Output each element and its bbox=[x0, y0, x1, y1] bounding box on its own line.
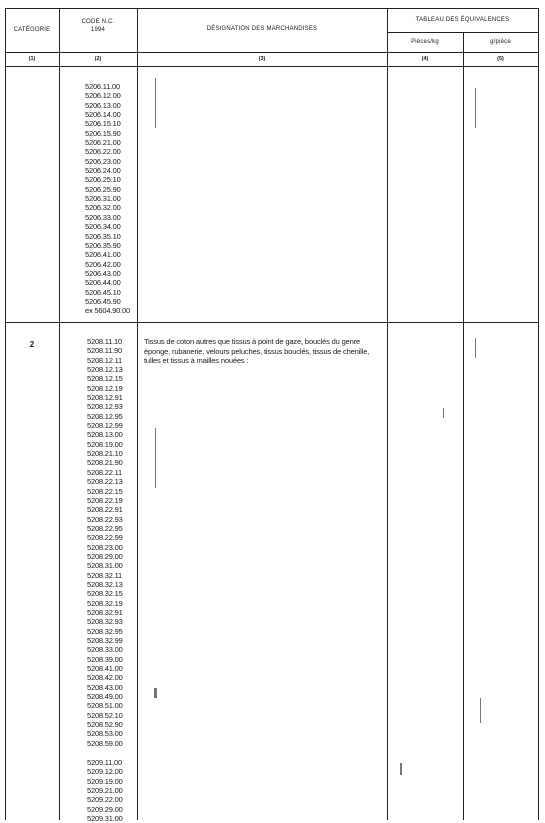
nc-code: 5208.22.91 bbox=[87, 505, 123, 515]
nc-code: 5208.22.13 bbox=[87, 477, 123, 487]
nc-code: 5206.23.00 bbox=[85, 156, 121, 166]
nc-code: 5208.12.13 bbox=[87, 365, 123, 375]
nc-code: 5206.12.00 bbox=[85, 91, 121, 101]
nc-code: 5206.35.10 bbox=[85, 231, 121, 241]
nc-code: 5209.21.00 bbox=[87, 786, 123, 796]
nc-code: 5208.22.93 bbox=[87, 514, 123, 524]
nc-code: 5206.22.00 bbox=[85, 147, 121, 157]
nc-code: 5206.21.00 bbox=[85, 138, 121, 148]
header-categorie: CATÉGORIE bbox=[13, 27, 51, 33]
nc-code: 5206.34.00 bbox=[85, 222, 121, 232]
scan-artifact bbox=[475, 88, 476, 128]
nc-code: 5208.52.90 bbox=[87, 720, 123, 730]
nc-code: 5206.25.10 bbox=[85, 175, 121, 185]
nc-code: 5208.19.00 bbox=[87, 439, 123, 449]
header-designation: DÉSIGNATION DES MARCHANDISES bbox=[206, 26, 318, 32]
nc-code: 5208.12.11 bbox=[87, 355, 122, 365]
scan-artifact bbox=[400, 763, 402, 775]
nc-code: 5209.11.00 bbox=[87, 758, 122, 767]
nc-code: 5208.12.99 bbox=[87, 421, 123, 431]
nc-code: 5206.45.10 bbox=[85, 287, 121, 297]
nc-code: 5208.11.10 bbox=[87, 337, 122, 346]
scan-artifact bbox=[154, 688, 157, 698]
nc-code: 5208.22.15 bbox=[87, 486, 123, 496]
nc-code: 5206.43.00 bbox=[85, 268, 121, 278]
column-number-2: (2) bbox=[94, 56, 102, 62]
nc-code: 5206.13.00 bbox=[85, 100, 121, 110]
tariff-table bbox=[5, 8, 539, 823]
nc-code: 5209.29.00 bbox=[87, 804, 123, 814]
nc-code: 5208.32.93 bbox=[87, 617, 123, 627]
nc-code: 5209.19.00 bbox=[87, 776, 123, 786]
nc-code: 5206.44.00 bbox=[85, 278, 121, 288]
column-number-1: (1) bbox=[28, 56, 36, 62]
scan-artifact bbox=[480, 698, 481, 723]
equivalence-subheader-rule bbox=[387, 32, 539, 33]
category-number: 2 bbox=[29, 340, 35, 349]
column-divider-4 bbox=[463, 32, 464, 820]
nc-code: 5208.12.19 bbox=[87, 383, 123, 393]
nc-code: 5208.12.95 bbox=[87, 411, 123, 421]
nc-code: 5208.59.00 bbox=[87, 738, 123, 748]
nc-code: 5208.53.00 bbox=[87, 729, 123, 739]
table-border-left bbox=[5, 8, 6, 820]
column-number-3: (3) bbox=[258, 56, 266, 62]
nc-code: 5208.32.11 bbox=[87, 570, 122, 580]
nc-code: ex 5604.90.00 bbox=[85, 306, 130, 316]
nc-code: 5208.12.93 bbox=[87, 402, 123, 412]
nc-code: 5208.22.19 bbox=[87, 495, 123, 505]
section-separator bbox=[5, 322, 539, 323]
code-list-section-1 bbox=[85, 82, 130, 316]
nc-code: 5208.33.00 bbox=[87, 645, 123, 655]
scan-artifact bbox=[155, 428, 156, 488]
nc-code: 5208.29.00 bbox=[87, 551, 123, 561]
nc-code: 5208.32.19 bbox=[87, 598, 123, 608]
column-divider-1 bbox=[59, 8, 60, 820]
code-list-section-2b bbox=[87, 758, 123, 823]
nc-code: 5206.33.00 bbox=[85, 212, 121, 222]
nc-code: 5206.32.00 bbox=[85, 203, 121, 213]
nc-code: 5208.41.00 bbox=[87, 664, 123, 674]
nc-code: 5209.12.00 bbox=[87, 767, 123, 777]
nc-code: 5208.42.00 bbox=[87, 673, 123, 683]
nc-code: 5206.41.00 bbox=[85, 250, 121, 260]
nc-code: 5208.32.95 bbox=[87, 626, 123, 636]
category-description: Tissus de coton autres que tissus à point de gaze, bouclés du genre éponge, rubanerie, velours peluches, tissus bouclés, tissus de chenille, tulles et tissus à mailles nouées : bbox=[144, 337, 370, 366]
nc-code: 5208.52.10 bbox=[87, 710, 123, 720]
nc-code: 5209.22.00 bbox=[87, 795, 123, 805]
table-border-right bbox=[538, 8, 539, 820]
nc-code: 5208.23.00 bbox=[87, 542, 123, 552]
nc-code: 5208.21.10 bbox=[87, 449, 123, 459]
nc-code: 5208.39.00 bbox=[87, 654, 123, 664]
nc-code: 5206.35.90 bbox=[85, 240, 121, 250]
header-tableau-equivalences: TABLEAU DES ÉQUIVALENCES bbox=[415, 17, 510, 23]
nc-code: 5206.31.00 bbox=[85, 194, 121, 204]
nc-code: 5206.45.90 bbox=[85, 296, 121, 306]
nc-code: 5208.32.13 bbox=[87, 579, 123, 589]
nc-code: 5208.12.15 bbox=[87, 374, 123, 384]
nc-code: 5208.22.95 bbox=[87, 523, 123, 533]
nc-code: 5208.21.90 bbox=[87, 458, 123, 468]
nc-code: 5208.51.00 bbox=[87, 701, 123, 711]
nc-code: 5208.32.91 bbox=[87, 607, 123, 617]
nc-code: 5206.14.00 bbox=[85, 110, 121, 120]
nc-code: 5208.32.99 bbox=[87, 636, 123, 645]
nc-code: 5208.11.90 bbox=[87, 346, 122, 356]
scan-artifact bbox=[155, 78, 156, 128]
nc-code: 5208.49.00 bbox=[87, 692, 123, 702]
nc-code: 5208.43.00 bbox=[87, 682, 123, 692]
header-pieces-kg: Pièces/kg bbox=[411, 39, 439, 45]
code-list-section-2a bbox=[87, 337, 123, 748]
column-divider-3 bbox=[387, 8, 388, 820]
header-code-year: 1994 bbox=[90, 27, 106, 33]
table-border-top bbox=[5, 8, 539, 9]
column-divider-2 bbox=[137, 8, 138, 820]
header-bottom-rule bbox=[5, 52, 539, 53]
nc-code: 5206.42.00 bbox=[85, 259, 121, 269]
nc-code: 5208.12.91 bbox=[87, 393, 123, 403]
scan-artifact bbox=[443, 408, 444, 418]
nc-code: 5206.11.00 bbox=[85, 82, 120, 91]
nc-code: 5209.31.00 bbox=[87, 814, 123, 823]
nc-code: 5208.31.00 bbox=[87, 561, 123, 571]
column-number-5: (5) bbox=[497, 56, 504, 62]
nc-code: 5208.32.15 bbox=[87, 589, 123, 599]
nc-code: 5206.24.00 bbox=[85, 166, 121, 176]
column-number-rule bbox=[5, 66, 539, 67]
nc-code: 5206.15.10 bbox=[85, 119, 121, 129]
nc-code: 5206.15.90 bbox=[85, 128, 121, 138]
column-number-4: (4) bbox=[421, 56, 429, 62]
nc-code: 5208.13.00 bbox=[87, 430, 123, 440]
nc-code: 5206.25.90 bbox=[85, 184, 121, 194]
scan-artifact bbox=[475, 338, 476, 358]
nc-code: 5208.22.99 bbox=[87, 533, 123, 543]
header-code-nc: CODE N.C. bbox=[81, 19, 115, 25]
header-g-piece: g/pièce bbox=[490, 39, 511, 45]
nc-code: 5208.22.11 bbox=[87, 467, 122, 477]
